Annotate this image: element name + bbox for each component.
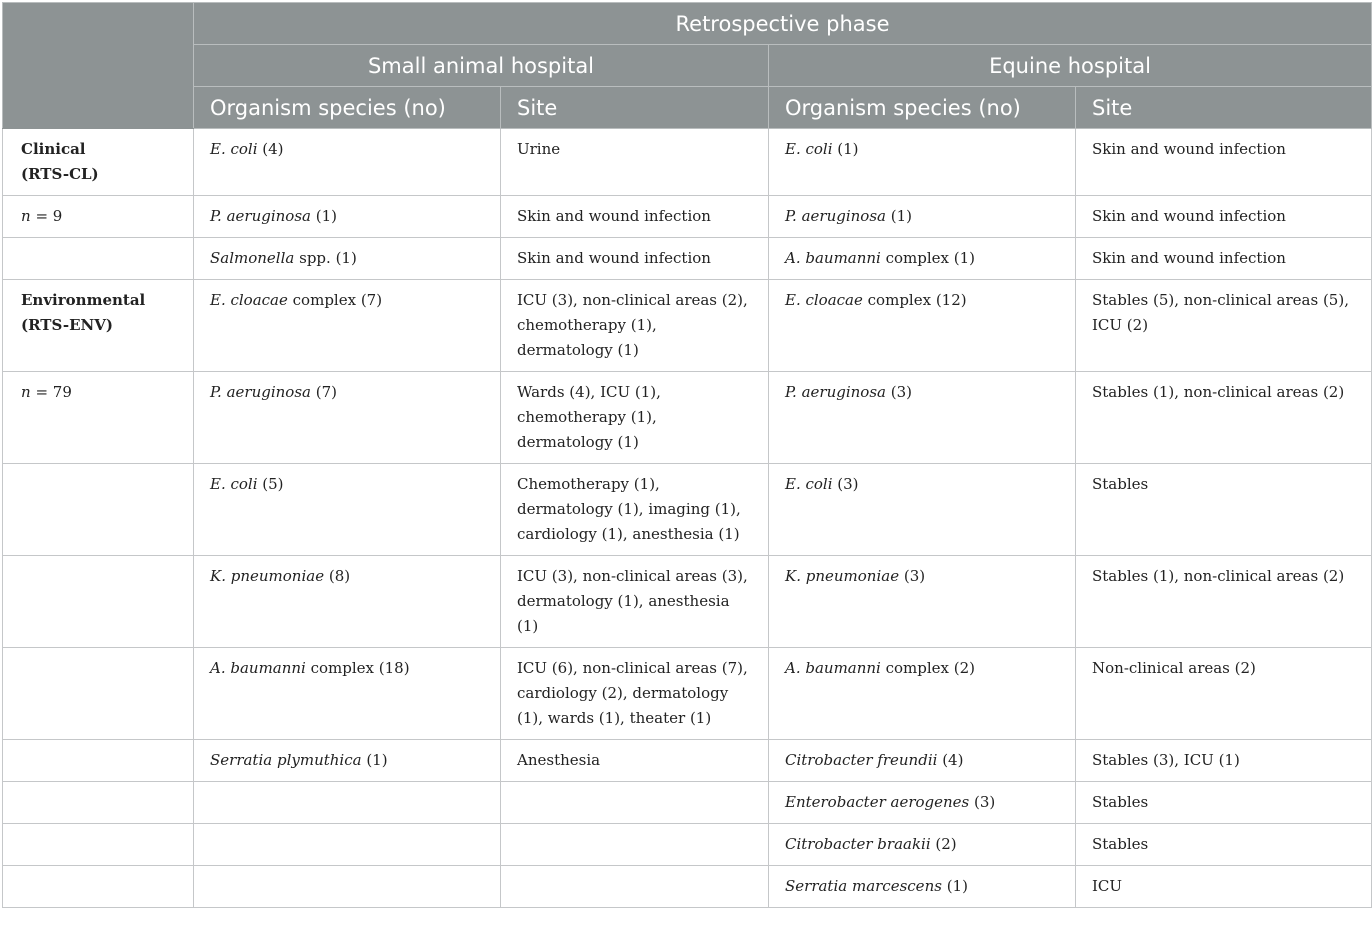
equine-species-cell: E. coli (3): [769, 464, 1076, 556]
table-row: [3, 280, 1372, 372]
equine-site-cell: Skin and wound infection: [1076, 129, 1372, 196]
equine-species-cell: K. pneumoniae (3): [769, 556, 1076, 648]
small-species-cell: [194, 782, 501, 824]
equine-site-cell: Stables (1), non-clinical areas (2): [1076, 372, 1372, 464]
group-cell: [3, 464, 194, 556]
small-hospital-header: Small animal hospital: [194, 45, 769, 87]
group-cell: n = 9: [3, 196, 194, 238]
table-row: [3, 196, 1372, 238]
table-row: [3, 782, 1372, 824]
small-site-cell: [501, 824, 769, 866]
phase-header: Retrospective phase: [194, 3, 1372, 45]
group-cell: [3, 648, 194, 740]
equine-species-cell: E. cloacae complex (12): [769, 280, 1076, 372]
small-site-cell: Urine: [501, 129, 769, 196]
table-row: [3, 238, 1372, 280]
small-species-cell: [194, 866, 501, 908]
data-table: [2, 2, 1372, 908]
small-site-cell: Wards (4), ICU (1), chemotherapy (1), dermatology (1): [501, 372, 769, 464]
equine-species-cell: Citrobacter freundii (4): [769, 740, 1076, 782]
table-row: [3, 740, 1372, 782]
equine-species-cell: P. aeruginosa (1): [769, 196, 1076, 238]
equine-site-cell: Non-clinical areas (2): [1076, 648, 1372, 740]
small-species-cell: E. coli (4): [194, 129, 501, 196]
equine-site-header: Site: [1076, 87, 1372, 129]
small-site-cell: ICU (3), non-clinical areas (2), chemotherapy (1), dermatology (1): [501, 280, 769, 372]
table-row: [3, 464, 1372, 556]
small-site-cell: Anesthesia: [501, 740, 769, 782]
small-site-cell: ICU (3), non-clinical areas (3), dermatology (1), anesthesia (1): [501, 556, 769, 648]
equine-species-cell: Citrobacter braakii (2): [769, 824, 1076, 866]
equine-site-cell: Stables: [1076, 824, 1372, 866]
equine-site-cell: ICU: [1076, 866, 1372, 908]
small-species-cell: Serratia plymuthica (1): [194, 740, 501, 782]
small-species-cell: P. aeruginosa (7): [194, 372, 501, 464]
small-species-cell: E. cloacae complex (7): [194, 280, 501, 372]
group-cell: Environmental (RTS-ENV): [3, 280, 194, 372]
equine-species-cell: Serratia marcescens (1): [769, 866, 1076, 908]
small-species-cell: A. baumanni complex (18): [194, 648, 501, 740]
equine-species-cell: A. baumanni complex (2): [769, 648, 1076, 740]
equine-species-cell: Enterobacter aerogenes (3): [769, 782, 1076, 824]
small-site-cell: [501, 782, 769, 824]
table-row: [3, 866, 1372, 908]
small-species-cell: E. coli (5): [194, 464, 501, 556]
equine-site-cell: Stables (5), non-clinical areas (5), ICU (2): [1076, 280, 1372, 372]
equine-site-cell: Skin and wound infection: [1076, 238, 1372, 280]
small-site-header: Site: [501, 87, 769, 129]
group-cell: [3, 238, 194, 280]
equine-species-cell: P. aeruginosa (3): [769, 372, 1076, 464]
group-cell: [3, 866, 194, 908]
group-cell: [3, 556, 194, 648]
group-cell: [3, 782, 194, 824]
small-site-cell: Chemotherapy (1), dermatology (1), imaging (1), cardiology (1), anesthesia (1): [501, 464, 769, 556]
equine-site-cell: Stables: [1076, 782, 1372, 824]
equine-site-cell: Stables: [1076, 464, 1372, 556]
equine-site-cell: Skin and wound infection: [1076, 196, 1372, 238]
table-row: [3, 556, 1372, 648]
group-cell: n = 79: [3, 372, 194, 464]
small-site-cell: [501, 866, 769, 908]
small-species-cell: [194, 824, 501, 866]
table-row: [3, 824, 1372, 866]
corner-cell: [3, 3, 194, 129]
table-row: [3, 372, 1372, 464]
equine-site-cell: Stables (3), ICU (1): [1076, 740, 1372, 782]
table-row: [3, 648, 1372, 740]
group-cell: Clinical (RTS-CL): [3, 129, 194, 196]
small-species-header: Organism species (no): [194, 87, 501, 129]
table-row: [3, 129, 1372, 196]
small-species-cell: P. aeruginosa (1): [194, 196, 501, 238]
equine-species-header: Organism species (no): [769, 87, 1076, 129]
equine-site-cell: Stables (1), non-clinical areas (2): [1076, 556, 1372, 648]
group-cell: [3, 824, 194, 866]
small-species-cell: Salmonella spp. (1): [194, 238, 501, 280]
small-site-cell: Skin and wound infection: [501, 196, 769, 238]
small-species-cell: K. pneumoniae (8): [194, 556, 501, 648]
equine-hospital-header: Equine hospital: [769, 45, 1372, 87]
equine-species-cell: E. coli (1): [769, 129, 1076, 196]
group-cell: [3, 740, 194, 782]
small-site-cell: Skin and wound infection: [501, 238, 769, 280]
small-site-cell: ICU (6), non-clinical areas (7), cardiology (2), dermatology (1), wards (1), theater (1): [501, 648, 769, 740]
equine-species-cell: A. baumanni complex (1): [769, 238, 1076, 280]
